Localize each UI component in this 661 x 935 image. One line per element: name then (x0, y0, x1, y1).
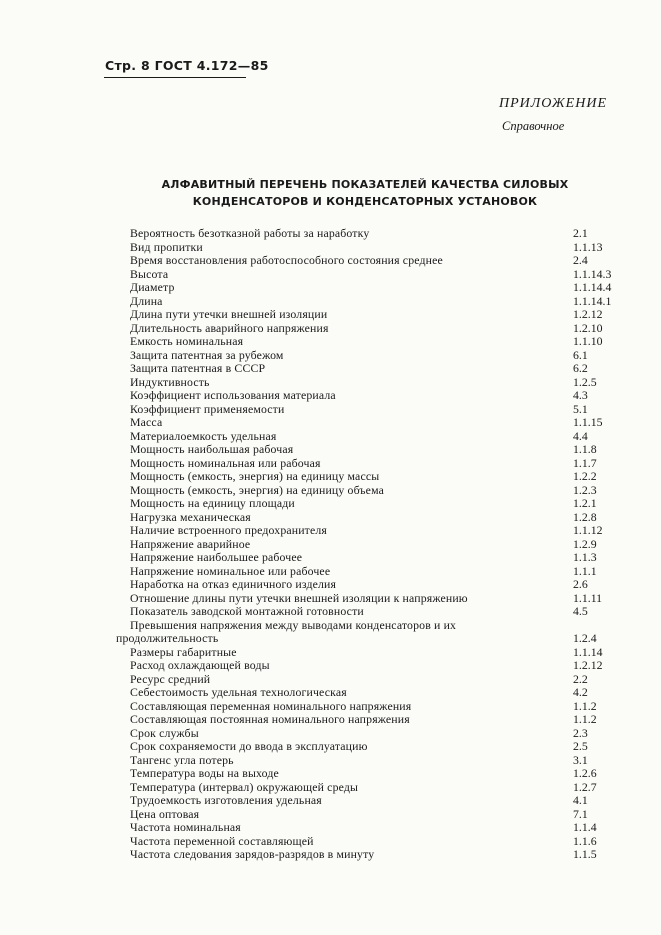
page-header: Стр. 8 ГОСТ 4.172—85 (105, 58, 269, 73)
appendix-subtitle: Справочное (502, 119, 565, 133)
index-term: Напряжение номинальное или рабочее (130, 563, 331, 578)
index-term: Тангенс угла потерь (130, 752, 234, 767)
index-entry (0, 375, 661, 389)
index-entry (0, 726, 661, 740)
index-ref: 1.1.12 (573, 523, 603, 537)
index-ref: 7.1 (573, 806, 588, 821)
index-ref: 2.1 (573, 226, 588, 240)
index-term: Мощность наибольшая рабочая (130, 442, 294, 456)
index-entry (0, 780, 661, 794)
index-term: Трудоемкость изготовления удельная (130, 793, 322, 807)
index-ref: 1.2.10 (573, 320, 603, 335)
index-entry (0, 672, 661, 686)
index-ref: 1.2.3 (573, 482, 597, 497)
index-entry (0, 807, 661, 821)
index-entry (0, 604, 661, 618)
index-ref: 1.1.14.3 (573, 266, 612, 281)
index-entry (0, 402, 661, 416)
index-ref: 4.2 (573, 685, 588, 699)
index-ref: 2.6 (573, 577, 588, 591)
index-term: Индуктивность (130, 374, 210, 389)
index-ref: 1.2.9 (573, 536, 597, 551)
index-entry (0, 834, 661, 848)
index-entry (0, 226, 661, 240)
index-entry (0, 550, 661, 564)
index-term: Защита патентная в СССР (130, 361, 266, 375)
index-entry (0, 577, 661, 591)
index-ref: 1.1.10 (573, 334, 603, 348)
index-entry (0, 537, 661, 551)
index-term: Составляющая переменная номинального напряжения (130, 698, 412, 713)
index-entry (0, 388, 661, 402)
index-entry (0, 334, 661, 348)
index-ref: 1.1.11 (573, 590, 603, 605)
index-ref: 1.1.1 (573, 563, 597, 578)
header-underline (104, 77, 246, 78)
index-entry (0, 483, 661, 497)
index-entry (0, 469, 661, 483)
index-entry (0, 442, 661, 456)
index-entry (0, 429, 661, 443)
index-entry (0, 564, 661, 578)
index-ref: 4.4 (573, 428, 588, 443)
index-ref: 1.2.6 (573, 766, 597, 780)
index-ref: 4.1 (573, 793, 588, 807)
index-ref: 5.1 (573, 401, 588, 416)
index-ref: 1.2.5 (573, 374, 597, 389)
index-term: Мощность номинальная или рабочая (130, 455, 321, 470)
index-ref: 1.2.8 (573, 509, 597, 524)
index-term: Емкость номинальная (130, 334, 244, 348)
index-ref: 1.1.14.4 (573, 280, 612, 294)
index-term: Себестоимость удельная технологическая (130, 685, 347, 699)
index-term: Срок сохраняемости до ввода в эксплуатацию (130, 739, 368, 753)
index-ref: 2.2 (573, 671, 588, 686)
document-title (100, 176, 630, 210)
index-term: Показатель заводской монтажной готовности (130, 604, 364, 618)
index-entry (0, 645, 661, 659)
index-entry (0, 631, 661, 645)
index-entry (0, 699, 661, 713)
index-ref: 1.1.5 (573, 847, 597, 861)
index-ref: 1.1.15 (573, 415, 603, 429)
index-term: Защита патентная за рубежом (130, 347, 284, 362)
index-entry (0, 280, 661, 294)
index-term: Мощность (емкость, энергия) на единицу массы (130, 469, 380, 483)
index-term: Диаметр (130, 280, 175, 294)
index-entry (0, 658, 661, 672)
document-title-line-1: АЛФАВИТНЫЙ ПЕРЕЧЕНЬ ПОКАЗАТЕЛЕЙ КАЧЕСТВА СИЛОВЫХ (161, 178, 569, 191)
index-term: Коэффициент использования материала (130, 388, 336, 402)
index-term: Время восстановления работоспособного состояния среднее (130, 253, 443, 267)
index-term: Частота следования зарядов-разрядов в минуту (130, 847, 375, 861)
index-entry (0, 253, 661, 267)
index-ref: 1.1.2 (573, 698, 597, 713)
index-entry (0, 523, 661, 537)
index-term: Наличие встроенного предохранителя (130, 523, 327, 537)
index-ref: 1.1.14 (573, 644, 603, 659)
index-term: Мощность (емкость, энергия) на единицу объема (130, 482, 384, 497)
index-term: Длительность аварийного напряжения (130, 320, 329, 335)
index-term: Цена оптовая (130, 806, 200, 821)
appendix-title: ПРИЛОЖЕНИЕ (499, 96, 607, 111)
index-term: Температура воды на выходе (130, 766, 279, 780)
index-term: Масса (130, 415, 163, 429)
index-entry (0, 753, 661, 767)
index-ref: 3.1 (573, 752, 588, 767)
index-entry (0, 766, 661, 780)
index-entry (0, 847, 661, 861)
index-term: Срок службы (130, 725, 199, 740)
index-ref: 4.5 (573, 604, 588, 618)
index-term: Превышения напряжения между выводами конденсаторов и их (130, 617, 457, 632)
index-ref: 1.1.4 (573, 820, 597, 834)
index-term: Высота (130, 266, 169, 281)
index-term: Составляющая постоянная номинального напряжения (130, 712, 410, 726)
index-term: продолжительность (116, 631, 219, 645)
index-ref: 1.2.1 (573, 496, 597, 510)
index-ref: 1.1.13 (573, 239, 603, 254)
index-entry (0, 415, 661, 429)
index-entry (0, 618, 661, 632)
index-ref: 1.1.7 (573, 455, 597, 470)
index-ref: 1.2.4 (573, 631, 597, 645)
index-entry (0, 240, 661, 254)
index-entry (0, 348, 661, 362)
index-term: Частота номинальная (130, 820, 241, 834)
index-term: Коэффициент применяемости (130, 401, 285, 416)
index-entry (0, 456, 661, 470)
index-entry (0, 267, 661, 281)
index-ref: 1.2.2 (573, 469, 597, 483)
index-term: Размеры габаритные (130, 644, 237, 659)
index-entry (0, 591, 661, 605)
index-entry (0, 793, 661, 807)
index-ref: 6.1 (573, 347, 588, 362)
index-entry (0, 739, 661, 753)
index-entry (0, 685, 661, 699)
index-term: Отношение длины пути утечки внешней изоляции к напряжению (130, 590, 468, 605)
index-ref: 1.2.7 (573, 779, 597, 794)
index-term: Наработка на отказ единичного изделия (130, 577, 337, 591)
index-term: Температура (интервал) окружающей среды (130, 779, 359, 794)
index-term: Ресурс средний (130, 671, 211, 686)
index-ref: 1.1.3 (573, 550, 597, 564)
index-term: Расход охлаждающей воды (130, 658, 270, 672)
index-term: Нагрузка механическая (130, 509, 251, 524)
index-entry (0, 820, 661, 834)
index-ref: 2.4 (573, 253, 588, 267)
index-term: Длина пути утечки внешней изоляции (130, 307, 328, 321)
index-term: Вероятность безотказной работы за наработку (130, 226, 370, 240)
document-title-line-2: КОНДЕНСАТОРОВ И КОНДЕНСАТОРНЫХ УСТАНОВОК (192, 195, 538, 208)
index-term: Напряжение аварийное (130, 536, 251, 551)
index-term: Материалоемкость удельная (130, 428, 277, 443)
index-entry (0, 510, 661, 524)
index-ref: 2.5 (573, 739, 588, 753)
index-term: Длина (130, 293, 163, 308)
index-ref: 6.2 (573, 361, 588, 375)
index-entry (0, 496, 661, 510)
index-term: Вид пропитки (130, 239, 203, 254)
index-entry (0, 712, 661, 726)
index-ref: 1.2.12 (573, 307, 603, 321)
index-ref: 1.2.12 (573, 658, 603, 672)
index-entry (0, 307, 661, 321)
index-ref: 2.3 (573, 725, 588, 740)
index-ref: 1.1.8 (573, 442, 597, 456)
index-ref: 1.1.6 (573, 833, 597, 848)
index-ref: 1.1.2 (573, 712, 597, 726)
index-entry (0, 361, 661, 375)
index-term: Напряжение наибольшее рабочее (130, 550, 303, 564)
index-ref: 4.3 (573, 388, 588, 402)
index-entry (0, 294, 661, 308)
index-term: Мощность на единицу площади (130, 496, 295, 510)
index-term: Частота переменной составляющей (130, 833, 314, 848)
index-ref: 1.1.14.1 (573, 293, 612, 308)
index-entry (0, 321, 661, 335)
